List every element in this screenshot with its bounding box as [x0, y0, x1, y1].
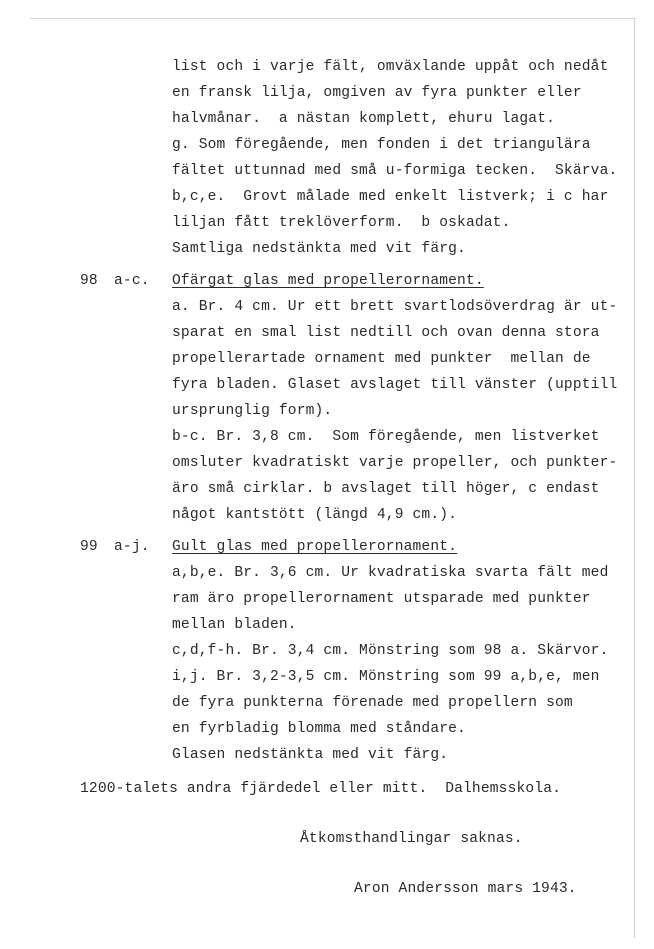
entry-line: mellan bladen. — [172, 617, 297, 633]
entry-number: 98 — [80, 273, 98, 289]
entry-line: c,d,f-h. Br. 3,4 cm. Mönstring som 98 a. Skärvor. — [172, 643, 609, 659]
entry-line: ursprunglig form). — [172, 403, 333, 419]
entry-line: ram äro propellerornament utsparade med punkter — [172, 591, 591, 607]
entry-line: propellerartade ornament med punkter mellan de — [172, 351, 591, 367]
entry-line: a. Br. 4 cm. Ur ett brett svartlodsöverdrag är ut- — [172, 299, 618, 315]
signature-line: Aron Andersson mars 1943. — [354, 881, 577, 897]
entry-line: de fyra punkterna förenade med propellern som — [172, 695, 573, 711]
entry-line: fyra bladen. Glaset avslaget till vänster (upptill — [172, 377, 618, 393]
intro-line: fältet uttunnad med små u-formiga tecken. Skärva. — [172, 163, 618, 179]
intro-line: Samtliga nedstänkta med vit färg. — [172, 241, 466, 257]
entry-line: äro små cirklar. b avslaget till höger, c endast — [172, 481, 600, 497]
entry-line: en fyrbladig blomma med ståndare. — [172, 721, 466, 737]
intro-line: halvmånar. a nästan komplett, ehuru lagat. — [172, 111, 556, 127]
entry-line: i,j. Br. 3,2-3,5 cm. Mönstring som 99 a,b,e, men — [172, 669, 600, 685]
entry-line: något kantstött (längd 4,9 cm.). — [172, 507, 458, 523]
intro-line: b,c,e. Grovt målade med enkelt listverk; i c har — [172, 189, 609, 205]
page-edge-top — [30, 18, 636, 19]
entry-heading: Ofärgat glas med propellerornament. — [172, 273, 484, 289]
entry-line: b-c. Br. 3,8 cm. Som föregående, men listverket — [172, 429, 600, 445]
entry-line: a,b,e. Br. 3,6 cm. Ur kvadratiska svarta fält med — [172, 565, 609, 581]
entry-number: 99 — [80, 539, 98, 555]
entry-range: a-c. — [114, 273, 150, 289]
acquisition-note: Åtkomsthandlingar saknas. — [300, 831, 523, 847]
page-edge-right — [634, 18, 635, 938]
intro-line: liljan fått treklöverform. b oskadat. — [172, 215, 511, 231]
entry-line: Glasen nedstänkta med vit färg. — [172, 747, 449, 763]
entry-heading: Gult glas med propellerornament. — [172, 539, 458, 555]
dating-line: 1200-talets andra fjärdedel eller mitt. Dalhemsskola. — [80, 781, 562, 797]
entry-range: a-j. — [114, 539, 150, 555]
intro-line: g. Som föregående, men fonden i det triangulära — [172, 137, 591, 153]
intro-line: en fransk lilja, omgiven av fyra punkter eller — [172, 85, 582, 101]
intro-line: list och i varje fält, omväxlande uppåt och nedåt — [172, 59, 609, 75]
entry-line: sparat en smal list nedtill och ovan denna stora — [172, 325, 600, 341]
entry-line: omsluter kvadratiskt varje propeller, och punkter- — [172, 455, 618, 471]
